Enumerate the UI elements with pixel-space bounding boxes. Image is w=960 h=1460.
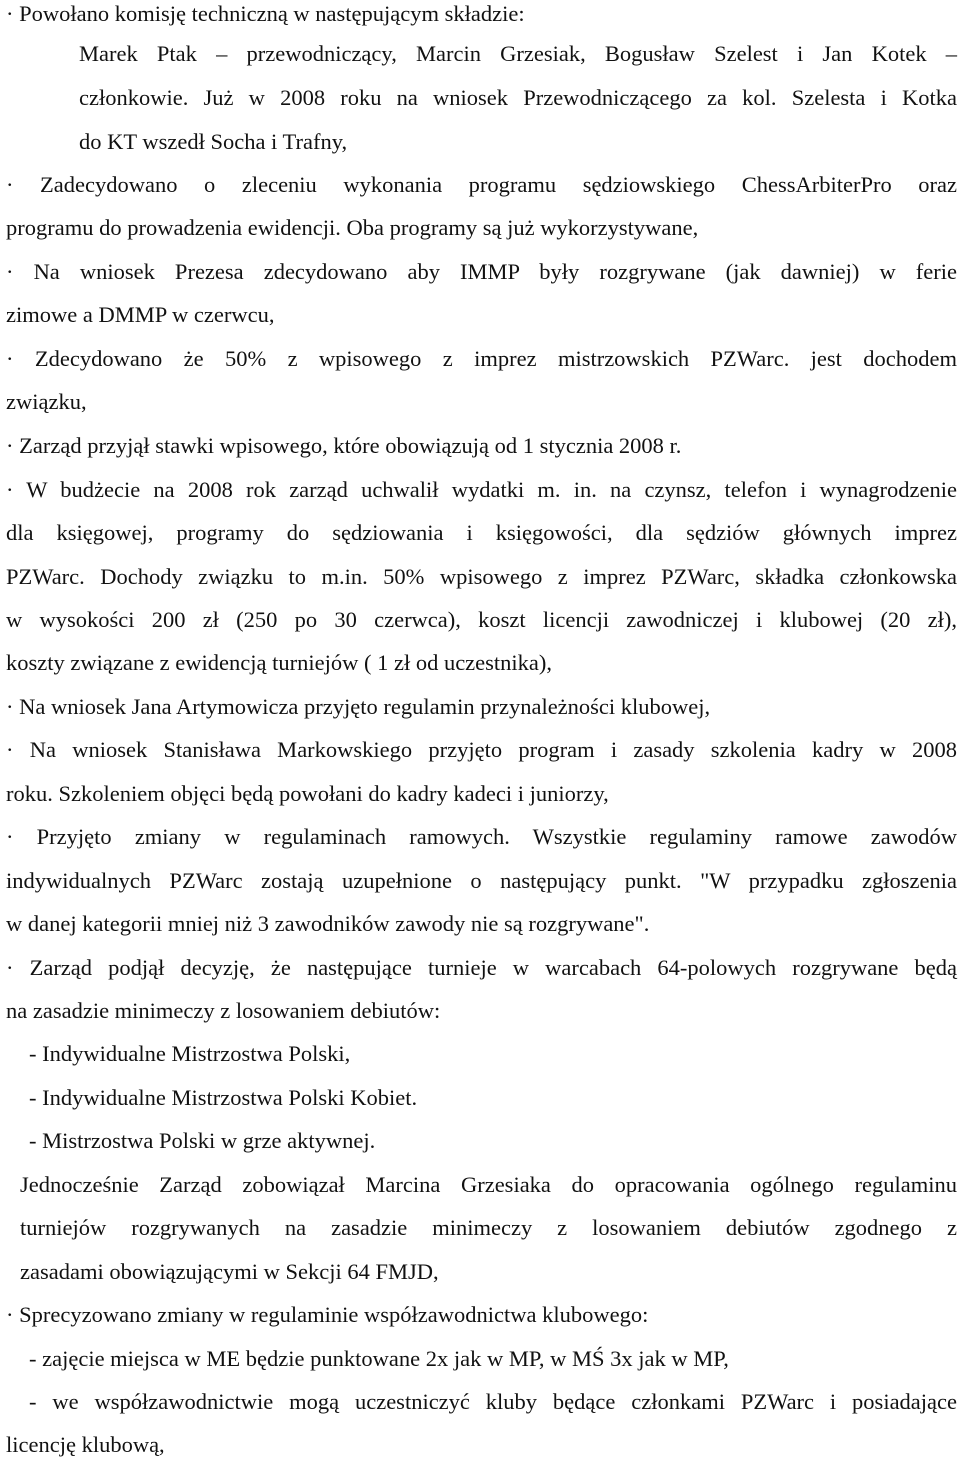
text-line-3: członkowie. Już w 2008 roku na wniosek Przewodniczącego za kol. Szelesta i Kotka <box>79 85 957 110</box>
bullet-line-7: · Na wniosek Prezesa zdecydowano aby IMMP były rozgrywane (jak dawniej) w ferie <box>6 259 957 284</box>
text-line-2: Marek Ptak – przewodniczący, Marcin Grzesiak, Bogusław Szelest i Jan Kotek – <box>79 41 957 66</box>
text-line-29: turniejów rozgrywanych na zasadzie minimeczy z losowaniem debiutów zgodnego z <box>20 1215 957 1240</box>
bullet-line-31: · Sprecyzowano zmiany w regulaminie współzawodnictwa klubowego: <box>6 1302 649 1327</box>
text-line-21: indywidualnych PZWarc zostają uzupełnione o następujący punkt. "W przypadku zgłoszenia <box>6 868 957 893</box>
text-line-30: zasadami obowiązującymi w Sekcji 64 FMJD, <box>20 1259 439 1284</box>
text-line-28: Jednocześnie Zarząd zobowiązał Marcina Grzesiaka do opracowania ogólnego regulaminu <box>20 1172 957 1197</box>
bullet-line-5: · Zadecydowano o zleceniu wykonania programu sędziowskiego ChessArbiterPro oraz <box>6 172 957 197</box>
list-item-25: - Indywidualne Mistrzostwa Polski, <box>29 1041 351 1066</box>
bullet-line-1: · Powołano komisję techniczną w następującym składzie: <box>6 1 525 26</box>
bullet-line-20: · Przyjęto zmiany w regulaminach ramowych. Wszystkie regulaminy ramowe zawodów <box>6 824 957 849</box>
bullet-line-23: · Zarząd podjął decyzję, że następujące turnieje w warcabach 64-polowych rozgrywane będą <box>6 955 957 980</box>
text-line-24: na zasadzie minimeczy z losowaniem debiutów: <box>6 998 441 1023</box>
list-item-32: - zajęcie miejsca w ME będzie punktowane 2x jak w MP, w MŚ 3x jak w MP, <box>29 1346 729 1371</box>
text-line-13: dla księgowej, programy do sędziowania i księgowości, dla sędziów głównych imprez <box>6 520 957 545</box>
text-line-22: w danej kategorii mniej niż 3 zawodników zawody nie są rozgrywane". <box>6 911 650 936</box>
bullet-line-18: · Na wniosek Stanisława Markowskiego przyjęto program i zasady szkolenia kadry w 2008 <box>6 737 957 762</box>
text-line-10: związku, <box>6 389 87 414</box>
text-line-34: licencję klubową, <box>6 1432 165 1457</box>
text-line-4: do KT wszedł Socha i Trafny, <box>79 129 348 154</box>
bullet-line-11: · Zarząd przyjął stawki wpisowego, które obowiązują od 1 stycznia 2008 r. <box>6 433 682 458</box>
text-line-14: PZWarc. Dochody związku to m.in. 50% wpisowego z imprez PZWarc, składka członkowska <box>6 564 957 589</box>
bullet-line-17: · Na wniosek Jana Artymowicza przyjęto regulamin przynależności klubowej, <box>6 694 711 719</box>
text-line-15: w wysokości 200 zł (250 po 30 czerwca), koszt licencji zawodniczej i klubowej (20 zł), <box>6 607 957 632</box>
text-line-16: koszty związane z ewidencją turniejów ( 1 zł od uczestnika), <box>6 650 553 675</box>
list-item-33: - we współzawodnictwie mogą uczestniczyć kluby będące członkami PZWarc i posiadające <box>29 1389 957 1414</box>
bullet-line-12: · W budżecie na 2008 rok zarząd uchwalił wydatki m. in. na czynsz, telefon i wynagrodzenie <box>6 477 957 502</box>
list-item-26: - Indywidualne Mistrzostwa Polski Kobiet. <box>29 1085 418 1110</box>
list-item-27: - Mistrzostwa Polski w grze aktywnej. <box>29 1128 376 1153</box>
bullet-line-9: · Zdecydowano że 50% z wpisowego z imprez mistrzowskich PZWarc. jest dochodem <box>6 346 957 371</box>
text-line-19: roku. Szkoleniem objęci będą powołani do kadry kadeci i juniorzy, <box>6 781 609 806</box>
text-line-8: zimowe a DMMP w czerwcu, <box>6 302 275 327</box>
text-line-6: programu do prowadzenia ewidencji. Oba programy są już wykorzystywane, <box>6 215 699 240</box>
